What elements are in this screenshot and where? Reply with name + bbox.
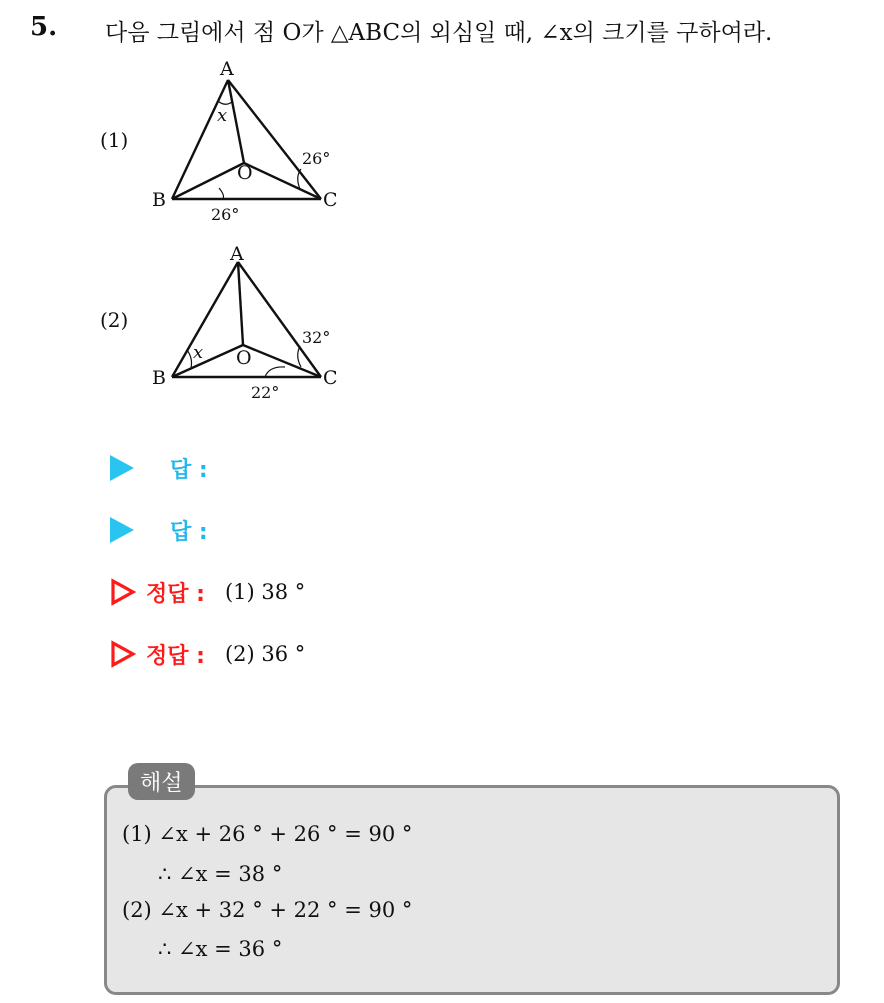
point-c-label: C <box>323 189 338 211</box>
answer-row-2 <box>110 510 208 550</box>
angle-top-label: 32° <box>302 328 331 347</box>
angle-bottom-label: 26° <box>211 205 240 224</box>
explanation-line-2: ∴ ∠x = 38 ° <box>158 862 283 886</box>
play-arrow-icon <box>110 517 134 543</box>
correct-answer-row-1 <box>110 572 305 612</box>
angle-x-label: x <box>193 342 204 363</box>
figure-1-diagram <box>145 55 355 225</box>
angle-top-label: 26° <box>302 149 331 168</box>
play-arrow-icon <box>110 455 134 481</box>
point-o-label: O <box>237 162 253 184</box>
angle-bottom-arc <box>265 367 285 377</box>
point-b-label: B <box>152 189 166 211</box>
correct-value: (2) 36 ° <box>224 642 306 666</box>
segment-co <box>244 163 321 199</box>
explanation-box <box>104 785 840 995</box>
correct-label: 정답 : <box>146 581 205 607</box>
explanation-title: 해설 <box>128 763 195 800</box>
correct-value: (1) 38 ° <box>224 580 306 604</box>
explanation-line-1: (1) ∠x + 26 ° + 26 ° = 90 ° <box>122 822 413 846</box>
outline-arrow-icon <box>110 578 136 606</box>
angle-bottom-label: 22° <box>251 383 280 402</box>
point-a-label: A <box>220 58 234 80</box>
explanation-line-3: (2) ∠x + 32 ° + 22 ° = 90 ° <box>122 898 413 922</box>
angle-x-arc <box>187 350 192 368</box>
answer-row-1 <box>110 448 208 488</box>
correct-label: 정답 : <box>146 643 205 669</box>
point-o-label: O <box>236 347 252 369</box>
segment-ao <box>238 262 243 345</box>
point-c-label: C <box>323 367 338 389</box>
point-b-label: B <box>152 367 166 389</box>
problem-number: 5. <box>30 12 58 42</box>
answer-label: 답 : <box>170 519 208 545</box>
segment-bo <box>172 345 243 377</box>
figure-2-diagram <box>145 240 355 410</box>
correct-answer-row-2 <box>110 634 305 674</box>
segment-ao <box>228 80 244 163</box>
angle-x-arc <box>218 101 232 104</box>
question-text: 다음 그림에서 점 O가 △ABC의 외심일 때, ∠x의 크기를 구하여라. <box>105 20 773 46</box>
outline-arrow-icon <box>110 640 136 668</box>
answer-label: 답 : <box>170 457 208 483</box>
angle-x-label: x <box>217 105 228 126</box>
point-a-label: A <box>230 243 244 265</box>
segment-bo <box>172 163 244 199</box>
figure-1-label: (1) <box>100 128 129 152</box>
side-ab <box>172 262 238 377</box>
explanation-line-4: ∴ ∠x = 36 ° <box>158 937 283 961</box>
angle-b-arc <box>219 188 224 199</box>
side-ab <box>172 80 228 199</box>
figure-2-label: (2) <box>100 308 129 332</box>
